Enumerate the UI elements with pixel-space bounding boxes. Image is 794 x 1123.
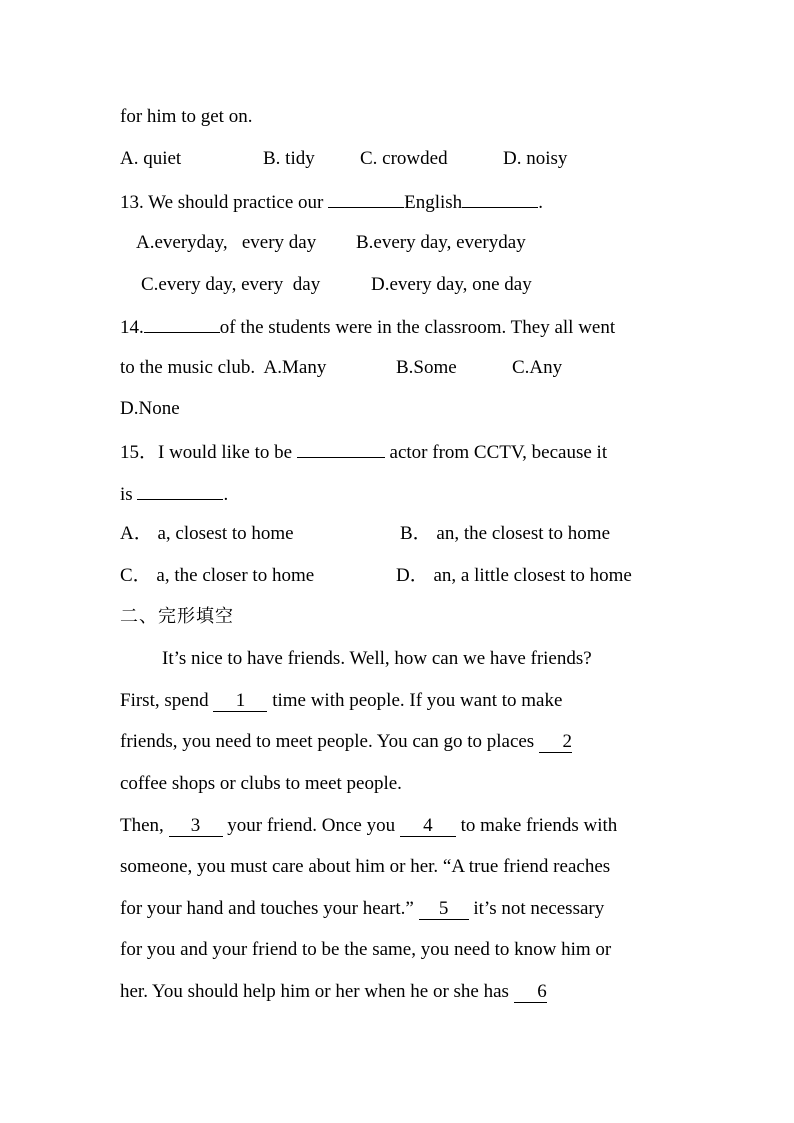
- q15-stem: 15．I would like to be actor from CCTV, because it: [120, 439, 607, 465]
- cloze-blank-4: 4: [400, 816, 456, 837]
- cloze-blank-2: 2: [539, 732, 572, 753]
- q14-stem: 14. of the students were in the classroom. They all went: [120, 314, 615, 340]
- q14-option-b: B.Some: [396, 357, 457, 378]
- cloze-blank-5: 5: [419, 899, 469, 920]
- q13-option-c: C.every day, every day: [141, 274, 321, 295]
- passage-line: for your hand and touches your heart.” 5 it’s not necessary: [120, 898, 605, 919]
- q12-continuation: for him to get on.: [120, 106, 253, 127]
- q12-option-d: D. noisy: [503, 148, 568, 169]
- passage-line: Then, 3 your friend. Once you 4 to make friends with: [120, 815, 618, 836]
- cloze-blank-1: 1: [213, 691, 267, 712]
- q12-option-b: B. tidy: [263, 148, 315, 169]
- q13-option-d: D.every day, one day: [371, 274, 532, 295]
- q15-stem-line2: is .: [120, 481, 228, 507]
- passage-line: First, spend 1 time with people. If you want to make: [120, 690, 563, 711]
- cloze-blank-6: 6: [514, 982, 547, 1003]
- answer-blank: [462, 189, 538, 208]
- q15-option-c: C． a, the closer to home: [120, 565, 315, 586]
- answer-blank: [144, 314, 220, 333]
- q14-line2: to the music club. A.Many: [120, 357, 327, 378]
- cloze-blank-3: 3: [169, 816, 223, 837]
- section-heading: 二、完形填空: [120, 606, 234, 627]
- passage-line: It’s nice to have friends. Well, how can we have friends?: [162, 648, 592, 669]
- q15-option-d: D． an, a little closest to home: [396, 565, 632, 586]
- passage-line: for you and your friend to be the same, you need to know him or: [120, 939, 612, 960]
- passage-line: coffee shops or clubs to meet people.: [120, 773, 402, 794]
- q12-option-a: A. quiet: [120, 148, 182, 169]
- q13-option-a: A.everyday, every day: [136, 232, 317, 253]
- q15-option-a: A． a, closest to home: [120, 523, 294, 544]
- q14-option-d: D.None: [120, 398, 180, 419]
- q14-option-c: C.Any: [512, 357, 563, 378]
- q12-option-c: C. crowded: [360, 148, 448, 169]
- q13-stem: 13. We should practice our English .: [120, 189, 543, 215]
- answer-blank: [328, 189, 404, 208]
- passage-line: someone, you must care about him or her. “A true friend reaches: [120, 856, 611, 877]
- answer-blank: [297, 439, 385, 458]
- q15-option-b: B． an, the closest to home: [400, 523, 611, 544]
- answer-blank: [137, 481, 223, 500]
- q13-option-b: B.every day, everyday: [356, 232, 526, 253]
- passage-line: her. You should help him or her when he or she has 6: [120, 981, 547, 1002]
- passage-line: friends, you need to meet people. You can go to places 2: [120, 731, 572, 752]
